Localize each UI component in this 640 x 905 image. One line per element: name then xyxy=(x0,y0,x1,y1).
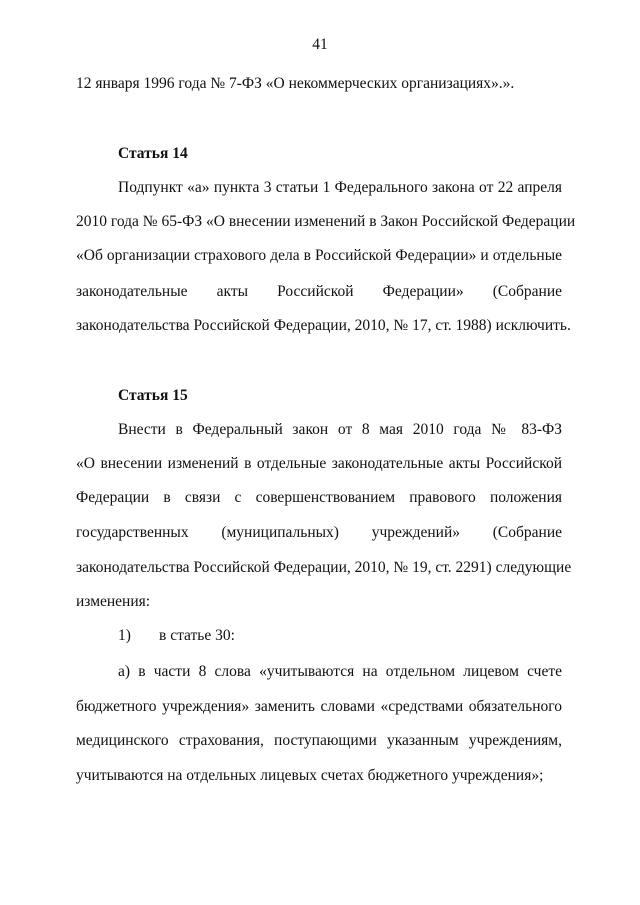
article-15-line: государственных (муниципальных) учреждений» (Собрание xyxy=(76,524,562,541)
subitem-a-line: а) в части 8 слова «учитываются на отдельном лицевом счете xyxy=(118,663,562,680)
article-14-line: 2010 года № 65-ФЗ «О внесении изменений в Закон Российской Федерации xyxy=(76,213,576,230)
article-15-heading: Статья 15 xyxy=(118,387,188,404)
list-item-text: в статье 30: xyxy=(159,627,235,644)
article-15-line-last: изменения: xyxy=(76,593,151,610)
article-14-heading: Статья 14 xyxy=(118,145,188,162)
article-14-line: законодательные акты Российской Федерации» (Собрание xyxy=(76,283,562,300)
intro-line: 12 января 1996 года № 7-ФЗ «О некоммерческих организациях».». xyxy=(76,75,515,92)
article-14-line-last: законодательства Российской Федерации, 2010, № 17, ст. 1988) исключить. xyxy=(76,317,571,334)
subitem-a-line: медицинского страхования, поступающими указанным учреждениям, xyxy=(76,732,562,749)
article-15-line: законодательства Российской Федерации, 2010, № 19, ст. 2291) следующие xyxy=(76,559,572,576)
subitem-a-line: бюджетного учреждения» заменить словами «средствами обязательного xyxy=(76,698,562,715)
list-item-number: 1) xyxy=(118,627,131,644)
article-15-line: Внести в Федеральный закон от 8 мая 2010 года № 83-ФЗ xyxy=(118,421,562,438)
article-15-line: «О внесении изменений в отдельные законодательные акты Российской xyxy=(76,455,562,472)
article-14-line: Подпункт «а» пункта 3 статьи 1 Федерального закона от 22 апреля xyxy=(118,179,562,196)
subitem-a-line-last: учитываются на отдельных лицевых счетах бюджетного учреждения»; xyxy=(76,767,544,784)
article-15-line: Федерации в связи с совершенствованием правового положения xyxy=(76,489,562,506)
article-14-line: «Об организации страхового дела в Российской Федерации» и отдельные xyxy=(76,247,562,264)
page-number: 41 xyxy=(312,36,328,53)
